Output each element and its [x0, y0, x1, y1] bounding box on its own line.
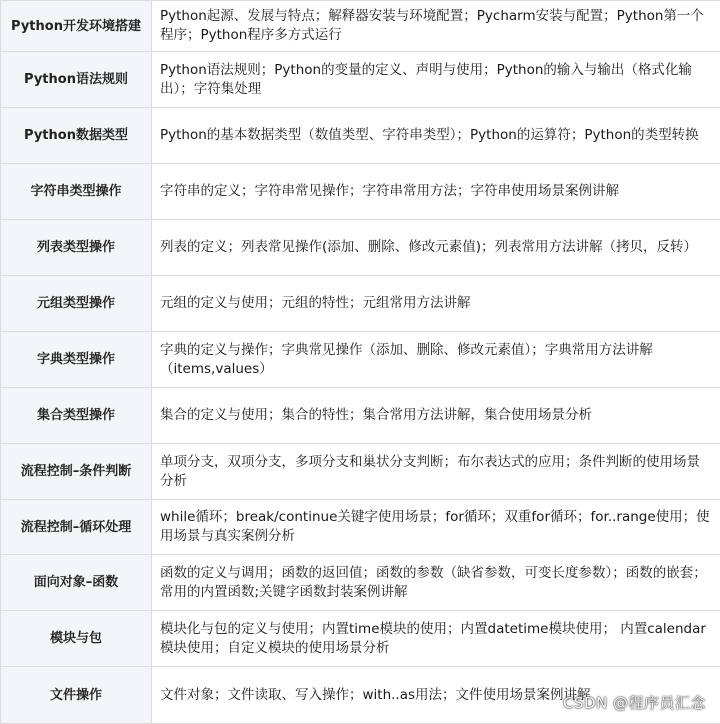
topic-cell: 面向对象–函数 [1, 555, 152, 611]
description-cell: Python起源、发展与特点；解释器安装与环境配置；Pycharm安装与配置；Python第一个程序；Python程序多方式运行 [152, 1, 720, 52]
table-row [1, 276, 720, 332]
description-cell: Python语法规则；Python的变量的定义、声明与使用；Python的输入与输出（格式化输出）；字符集处理 [152, 52, 720, 108]
description-cell: 字符串的定义；字符串常见操作；字符串常用方法；字符串使用场景案例讲解 [152, 164, 720, 220]
topic-cell: 列表类型操作 [1, 220, 152, 276]
description-cell: 函数的定义与调用；函数的返回值；函数的参数（缺省参数，可变长度参数）；函数的嵌套；常用的内置函数;关键字函数封装案例讲解 [152, 555, 720, 611]
description-cell: 列表的定义；列表常见操作(添加、删除、修改元素值)；列表常用方法讲解（拷贝，反转） [152, 220, 720, 276]
description-cell: 元组的定义与使用；元组的特性；元组常用方法讲解 [152, 276, 720, 332]
table-row [1, 444, 720, 500]
watermark: CSDN @程序员汇念 [563, 692, 706, 713]
table-row [1, 220, 720, 276]
topic-cell: 字典类型操作 [1, 332, 152, 388]
topic-cell: Python数据类型 [1, 108, 152, 164]
description-cell: 集合的定义与使用；集合的特性；集合常用方法讲解，集合使用场景分析 [152, 388, 720, 444]
table-row [1, 52, 720, 108]
topic-cell: 元组类型操作 [1, 276, 152, 332]
table-row [1, 500, 720, 555]
topic-cell: Python开发环境搭建 [1, 1, 152, 52]
topic-cell: Python语法规则 [1, 52, 152, 108]
table-row [1, 108, 720, 164]
description-cell: 模块化与包的定义与使用；内置time模块的使用；内置datetime模块使用； 内置calendar模块使用；自定义模块的使用场景分析 [152, 611, 720, 667]
topic-cell: 模块与包 [1, 611, 152, 667]
description-cell: while循环；break/continue关键字使用场景；for循环；双重for循环；for..range使用；使用场景与真实案例分析 [152, 500, 720, 555]
topic-cell: 流程控制–条件判断 [1, 444, 152, 500]
table-row [1, 388, 720, 444]
description-cell: 字典的定义与操作；字典常见操作（添加、删除、修改元素值）；字典常用方法讲解（items,values） [152, 332, 720, 388]
table-row [1, 164, 720, 220]
description-cell: 文件对象；文件读取、写入操作；with..as用法；文件使用场景案例讲解 [152, 667, 720, 724]
topic-cell: 集合类型操作 [1, 388, 152, 444]
table-row [1, 1, 720, 52]
table-row [1, 332, 720, 388]
topic-cell: 字符串类型操作 [1, 164, 152, 220]
topic-cell: 文件操作 [1, 667, 152, 724]
topic-cell: 流程控制–循环处理 [1, 500, 152, 555]
table-row [1, 555, 720, 611]
description-cell: 单项分支，双项分支，多项分支和巢状分支判断；布尔表达式的应用；条件判断的使用场景分析 [152, 444, 720, 500]
description-cell: Python的基本数据类型（数值类型、字符串类型）；Python的运算符；Python的类型转换 [152, 108, 720, 164]
table-row [1, 611, 720, 667]
